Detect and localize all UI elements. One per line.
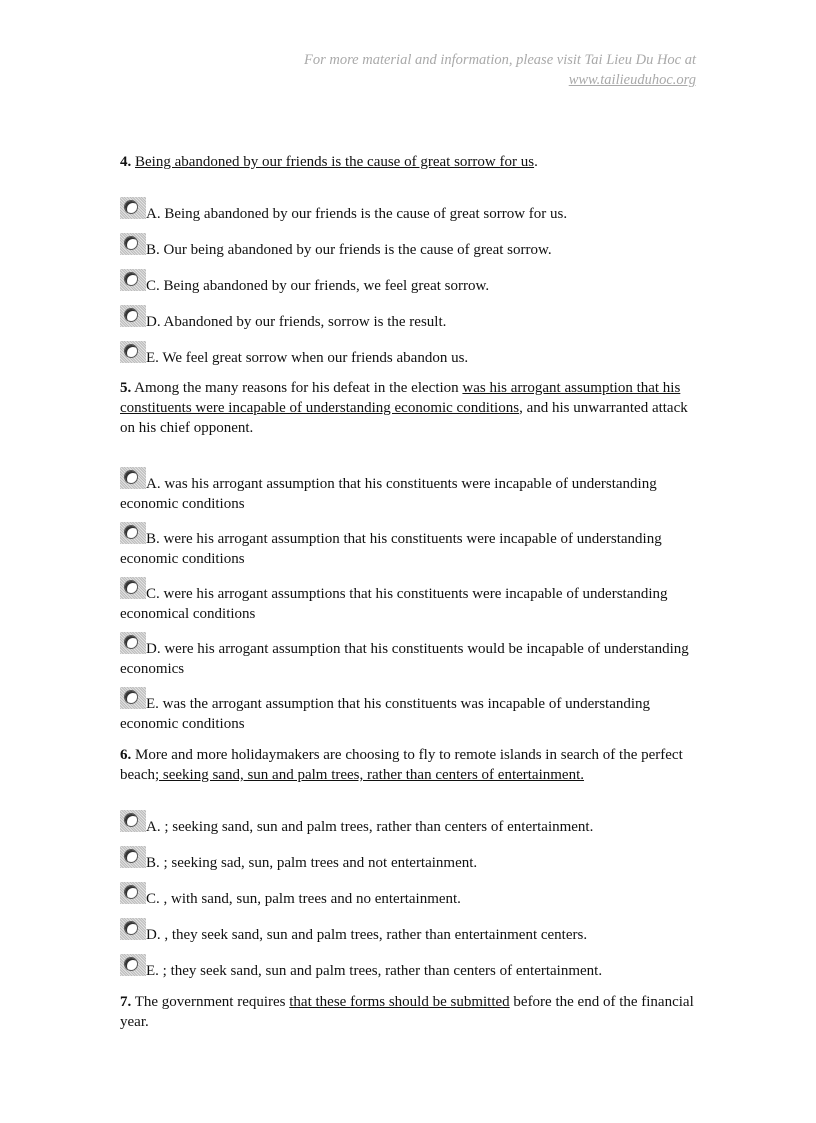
question-text-end: , and his unwarranted attack on his chief opponent.	[120, 400, 688, 436]
options-q5	[120, 467, 705, 734]
radio-icon[interactable]	[120, 687, 146, 709]
question-7	[120, 992, 705, 1032]
option-label: D. were his arrogant assumption that his constituents would be incapable of understanding economics	[120, 641, 689, 677]
question-text: The government requires	[131, 994, 290, 1010]
option-label: E. was the arrogant assumption that his constituents was incapable of understanding economic conditions	[120, 696, 651, 732]
radio-icon[interactable]	[120, 522, 146, 544]
underlined-text: ; seeking sand, sun and palm trees, rather than centers of entertainment.	[154, 767, 585, 783]
radio-icon[interactable]	[120, 882, 146, 904]
radio-icon[interactable]	[120, 577, 146, 599]
option-label: C. , with sand, sun, palm trees and no entertainment.	[146, 891, 461, 907]
option-label: B. were his arrogant assumption that his constituents were incapable of understanding economic conditions	[120, 531, 662, 567]
option-b[interactable]	[120, 846, 705, 873]
options-q6	[120, 810, 705, 981]
question-list	[120, 152, 705, 1032]
option-d[interactable]	[120, 918, 705, 945]
option-label: C. were his arrogant assumptions that his constituents were incapable of understanding economical conditions	[120, 586, 668, 622]
option-e[interactable]	[120, 687, 705, 734]
option-label: A. was his arrogant assumption that his constituents were incapable of understanding economic conditions	[120, 476, 657, 512]
radio-icon[interactable]	[120, 954, 146, 976]
option-c[interactable]	[120, 882, 705, 909]
option-d[interactable]	[120, 305, 705, 332]
option-label: C. Being abandoned by our friends, we feel great sorrow.	[146, 278, 490, 294]
question-number: 7.	[120, 994, 132, 1010]
option-a[interactable]	[120, 197, 705, 224]
option-a[interactable]	[120, 467, 705, 514]
option-label: E. We feel great sorrow when our friends abandon us.	[146, 350, 469, 366]
option-label: B. Our being abandoned by our friends is the cause of great sorrow.	[146, 242, 552, 258]
option-c[interactable]	[120, 577, 705, 624]
option-label: D. , they seek sand, sun and palm trees, rather than entertainment centers.	[146, 927, 588, 943]
question-5	[120, 378, 705, 438]
option-label: A. Being abandoned by our friends is the cause of great sorrow for us.	[146, 206, 568, 222]
header-link[interactable]: www.tailieuduhoc.org	[568, 72, 696, 88]
question-number: 4.	[120, 154, 132, 170]
option-label: B. ; seeking sad, sun, palm trees and not entertainment.	[146, 855, 478, 871]
question-4	[120, 152, 705, 172]
question-text: Among the many reasons for his defeat in the election	[131, 380, 463, 396]
question-number: 5.	[120, 380, 132, 396]
option-b[interactable]	[120, 233, 705, 260]
radio-icon[interactable]	[120, 197, 146, 219]
radio-icon[interactable]	[120, 918, 146, 940]
option-label: A. ; seeking sand, sun and palm trees, rather than centers of entertainment.	[146, 819, 594, 835]
option-label: E. ; they seek sand, sun and palm trees, rather than centers of entertainment.	[146, 963, 603, 979]
radio-icon[interactable]	[120, 467, 146, 489]
question-6	[120, 745, 705, 785]
option-e[interactable]	[120, 341, 705, 368]
option-label: D. Abandoned by our friends, sorrow is the result.	[146, 314, 447, 330]
question-text: More and more holidaymakers are choosing to fly to remote islands in search of the perfect beach	[120, 747, 683, 783]
radio-icon[interactable]	[120, 846, 146, 868]
question-text-end: before the end of the financial year.	[120, 994, 694, 1030]
radio-icon[interactable]	[120, 341, 146, 363]
radio-icon[interactable]	[120, 810, 146, 832]
page-header	[304, 50, 696, 90]
question-text-end: .	[534, 154, 538, 170]
option-d[interactable]	[120, 632, 705, 679]
underlined-text: was his arrogant assumption that his constituents were incapable of understanding economic conditions	[120, 380, 681, 416]
radio-icon[interactable]	[120, 269, 146, 291]
options-q4	[120, 197, 705, 368]
question-number: 6.	[120, 747, 132, 763]
radio-icon[interactable]	[120, 233, 146, 255]
option-b[interactable]	[120, 522, 705, 569]
underlined-text: Being abandoned by our friends is the cause of great sorrow for us	[135, 154, 535, 170]
header-text: For more material and information, please visit Tai Lieu Du Hoc at	[303, 52, 696, 68]
option-c[interactable]	[120, 269, 705, 296]
radio-icon[interactable]	[120, 632, 146, 654]
radio-icon[interactable]	[120, 305, 146, 327]
underlined-text: that these forms should be submitted	[289, 994, 510, 1010]
option-e[interactable]	[120, 954, 705, 981]
option-a[interactable]	[120, 810, 705, 837]
